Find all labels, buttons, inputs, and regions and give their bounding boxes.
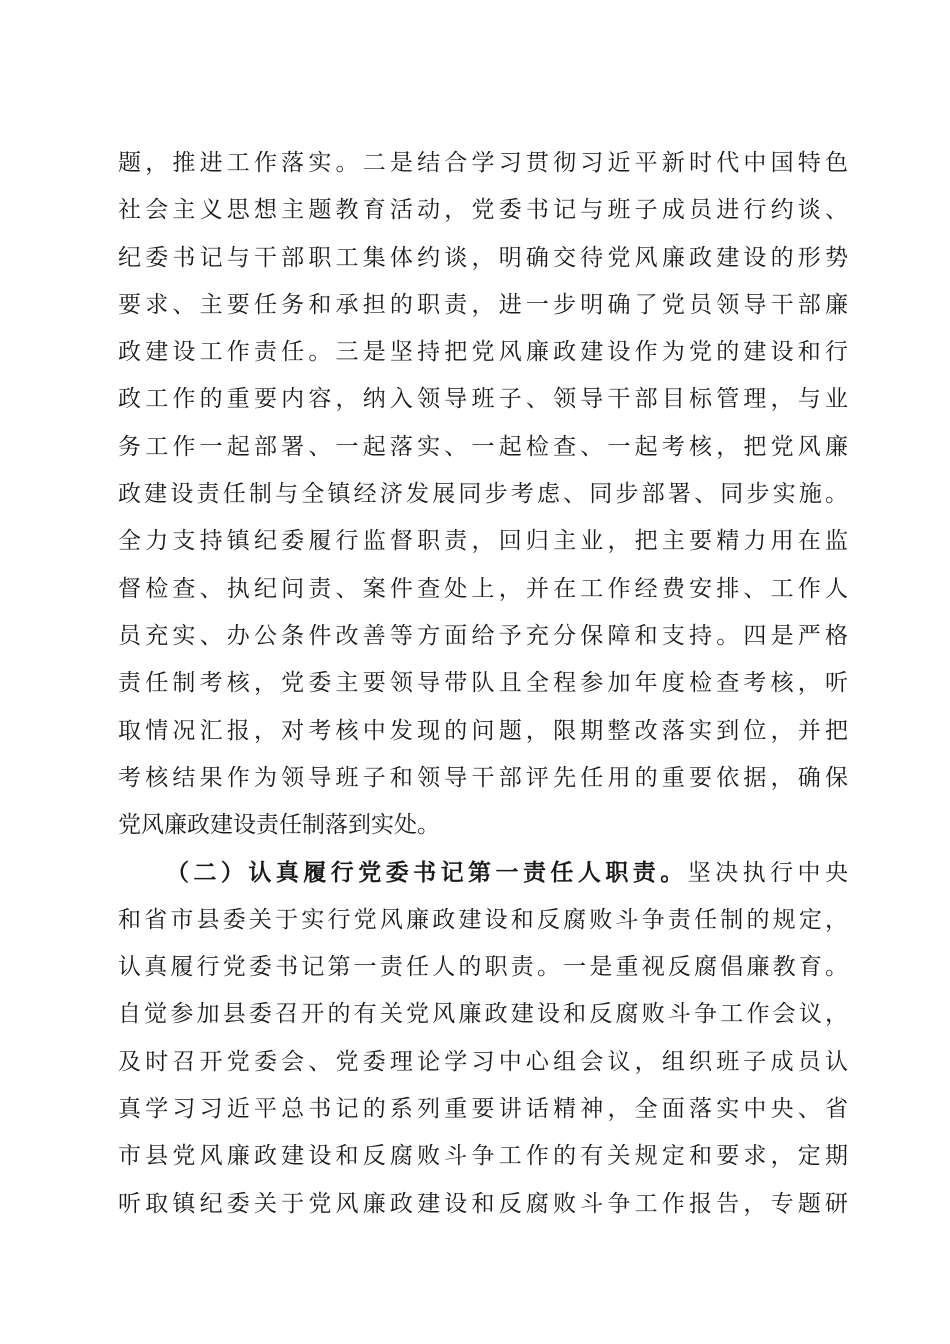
section-heading: （二）认真履行党委书记第一责任人职责。: [166, 859, 688, 887]
text-line: 务工作一起部署、一起落实、一起检查、一起考核，把党风廉: [118, 433, 848, 460]
text-line: 社会主义思想主题教育活动，党委书记与班子成员进行约谈、: [118, 197, 848, 224]
text-line: 和省市县委关于实行党风廉政建设和反腐败斗争责任制的规定，: [118, 906, 848, 933]
text-line: 要求、主要任务和承担的职责，进一步明确了党员领导干部廉: [118, 291, 848, 318]
text-line: 督检查、执纪问责、案件查处上，并在工作经费安排、工作人: [118, 575, 848, 602]
text-line: 真学习习近平总书记的系列重要讲话精神，全面落实中央、省: [118, 1095, 848, 1122]
paragraph-2: [118, 849, 848, 1227]
text-line: 及时召开党委会、党委理论学习中心组会议，组织班子成员认: [118, 1048, 848, 1075]
text-line: 自觉参加县委召开的有关党风廉政建设和反腐败斗争工作会议，: [118, 1001, 848, 1028]
text-line: 政工作的重要内容，纳入领导班子、领导干部目标管理，与业: [118, 386, 848, 413]
text-line: 听取镇纪委关于党风廉政建设和反腐败斗争工作报告，专题研: [118, 1190, 848, 1217]
text-line: 认真履行党委书记第一责任人的职责。一是重视反腐倡廉教育。: [118, 954, 848, 981]
text-line: 全力支持镇纪委履行监督职责，回归主业，把主要精力用在监: [118, 528, 848, 555]
text-line: 党风廉政建设责任制落到实处。: [118, 812, 440, 839]
text-line: 取情况汇报，对考核中发现的问题，限期整改落实到位，并把: [118, 717, 848, 744]
body-text: [118, 140, 848, 1228]
text-line: 员充实、办公条件改善等方面给予充分保障和支持。四是严格: [118, 622, 848, 649]
text-line: 政建设责任制与全镇经济发展同步考虑、同步部署、同步实施。: [118, 481, 848, 508]
text-line: 纪委书记与干部职工集体约谈，明确交待党风廉政建设的形势: [118, 244, 848, 271]
text-line: 市县党风廉政建设和反腐败斗争工作的有关规定和要求，定期: [118, 1143, 848, 1170]
text-line: 考核结果作为领导班子和领导干部评先任用的重要依据，确保: [118, 764, 848, 791]
text-line: 政建设工作责任。三是坚持把党风廉政建设作为党的建设和行: [118, 339, 848, 366]
text-run: 坚决执行中央: [687, 860, 849, 887]
text-line: 题，推进工作落实。二是结合学习贯彻习近平新时代中国特色: [118, 150, 848, 176]
text-line: 责任制考核，党委主要领导带队且全程参加年度检查考核，听: [118, 670, 848, 697]
paragraph-2-first-line: [118, 849, 848, 896]
paragraph-1: [118, 140, 848, 849]
